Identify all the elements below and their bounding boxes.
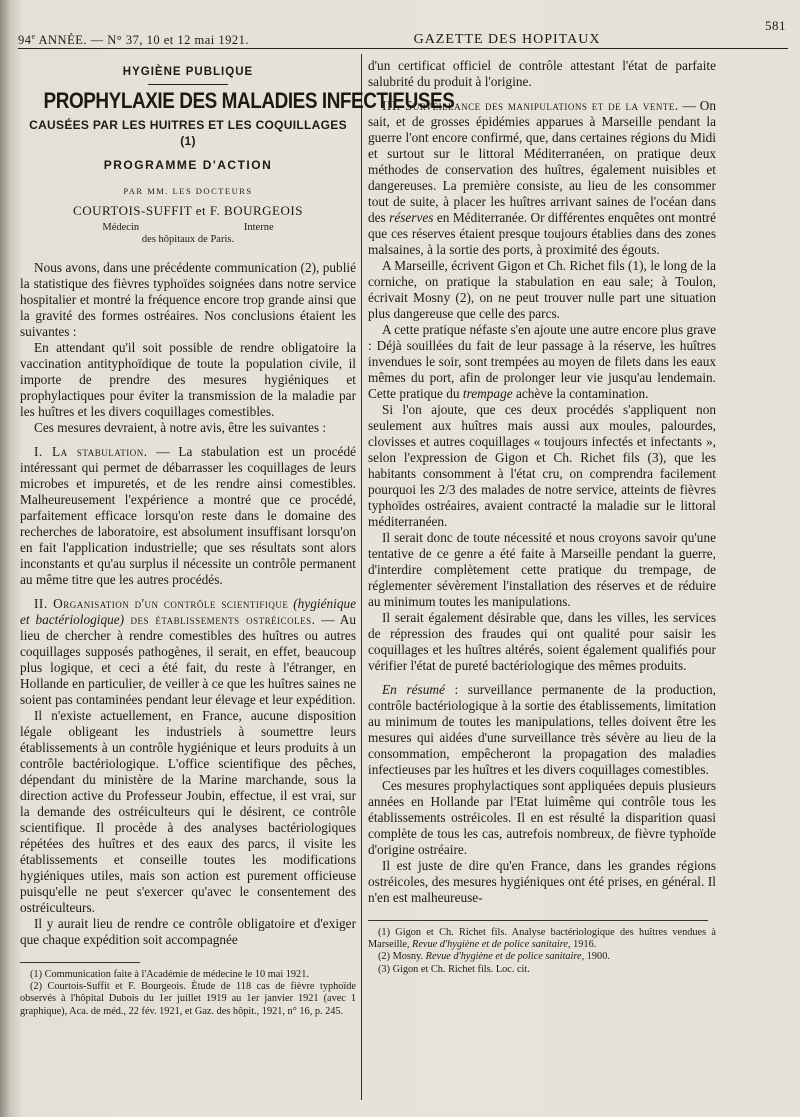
header-rule (18, 48, 788, 49)
author-roles (20, 222, 356, 234)
column-divider (361, 54, 362, 1100)
paragraph: Il serait également désirable que, dans les villes, les services de répression des fraudes qui ont qualité pour saisir les coquillages et les huîtres altérés, soient également qualifiés pour vérifier l'état de pureté bactériologique des mêmes produits. (368, 610, 716, 673)
section-title: HYGIÈNE PUBLIQUE (122, 66, 254, 78)
article-title: PROPHYLAXIE DES MALADIES INFECTIEUSES (43, 88, 455, 113)
paragraph: Il est juste de dire qu'en France, dans les grandes régions ostréicoles, des mesures hygiéniques ont été prises, en général. Il n'en est malheureuse- (368, 858, 716, 905)
right-column (368, 58, 716, 976)
footnotes-right (368, 927, 716, 976)
section-label: III. Surveillance des manipulations et de la vente. (382, 98, 679, 113)
footnote: (1) Communication faite à l'Académie de médecine le 10 mai 1921. (30, 969, 309, 980)
paragraph: Si l'on ajoute, que ces deux procédés s'appliquent non seulement aux huîtres mais aussi aux moules, palourdes, clovisses et autres coquillages « toujours infectés et infectants », selon l'expression de Gigon et Ch. Richet fils (3), que les habitants consomment à l'état cru, on comprendra facilement pourquoi les 2/3 des malades de notre service, atteints de fièvres typhoïdes ostréaires, avaient contracté la maladie sur le littoral méditerranéen. (368, 402, 716, 529)
paragraph: Il n'existe actuellement, en France, aucune disposition légale obligeant les industriels à soumettre leurs établissements à un contrôle hygiénique et leurs produits à un contrôle bactériologique. L'office scientifique des pêches, dépendant du ministère de la Marine marchande, sous la direction active du Professeur Joubin, effectue, il est vrai, sur la demande des ostréiculteurs qui le désirent, ce contrôle scientifique. Il procède à des analyses bactériologiques répétées des huîtres et des eaux des parcs, il visite les établissements et conseille toutes les modifications hygiéniques utiles, mais son action est purement officieuse puisqu'elle ne peut s'exercer qu'avec le consentement des ostréiculteurs. (20, 708, 356, 915)
paragraph: Il y aurait lieu de rendre ce contrôle obligatoire et d'exiger que chaque expédition soit accompagnée (20, 916, 356, 947)
author-affiliation: des hôpitaux de Paris. (141, 234, 235, 245)
footnote: (1) Gigon et Ch. Richet fils. Analyse bactériologique des huîtres vendues à Marseille, Revue d'hygiène et de police sanitaire, 1916. (368, 927, 716, 951)
paragraph: Ces mesures devraient, à notre avis, être les suivantes : (34, 420, 327, 435)
article-program: PROGRAMME D'ACTION (103, 158, 273, 172)
footnote: (2) Courtois-Suffit et F. Bourgeois. Étude de 118 cas de fièvre typhoïde observés à l'hôpital Dubois du 1er juillet 1919 au 1er janvier 1921 (avec 1 graphique), Aca. de méd., 22 fév. 1921, et Gaz. des hôpit., 1921, n° 16, p. 245. (20, 981, 356, 1017)
paragraph: Nous avons, dans une précédente communication (2), publié la statistique des fièvres typhoïdes soignées dans notre service hospitalier et montré la fréquence encore trop grande ainsi que la gravité des formes ostréaires. Nos conclusions étaient les suivantes : (20, 260, 356, 339)
journal-title: GAZETTE DES HOPITAUX (413, 32, 601, 47)
paragraph: d'un certificat officiel de contrôle attestant l'état de parfaite salubrité du produit à l'origine. (368, 58, 716, 89)
section-label: I. La stabulation. (34, 444, 148, 459)
role-medecin: Médecin (102, 222, 140, 233)
paragraph: En attendant qu'il soit possible de rendre obligatoire la vaccination antityphoïdique de toute la population civile, il importe de prendre des mesures hygiéniques et prophylactiques pour éviter la transmission de la maladie par les huîtres et les divers coquillages comestibles. (20, 340, 356, 419)
authors: COURTOIS-SUFFIT et F. BOURGEOIS (73, 203, 303, 218)
section-label: II. Organisation d'un contrôle scientifique (34, 596, 289, 611)
page-number: 581 (764, 18, 786, 33)
issue-info: 94e ANNÉE. — N° 37, 10 et 12 mai 1921. (18, 31, 250, 47)
article-subtitle: CAUSÉES PAR LES HUITRES ET LES COQUILLAGES (1) (29, 118, 347, 148)
section-stabulation: I. La stabulation. — La stabulation est un procédé intéressant qui permet de débarrasser les coquillages de leurs microbes et impuretés, et de les rendre ainsi comestibles. Malheureusement l'expérience a montré que ce procédé, parfaitement efficace lorsqu'on reste dans le domaine des recherches de laboratoire, est absolument insuffisant lorsqu'on en fait l'application industrielle; que ses résultats sont alors inconstants et qu'au surplus il nécessite un contrôle permanent au même titre que les autres procédés. (20, 444, 356, 587)
paragraph-resume: En résumé : surveillance permanente de la production, contrôle bactériologique à la sortie des établissements, limitation au minimum de toutes les manipulations, telles doivent être les mesures qui aidées d'une surveillance très sévère au lieu de la consommation, empêcheront la propagation des maladies infectieuses par les huîtres et les divers coquillages comestibles. (368, 682, 716, 777)
paragraph: Ces mesures prophylactiques sont appliquées depuis plusieurs années en Hollande par l'Etat luimême qui contrôle tous les établissements ostréicoles. Il en est résulté la disparition quasi complète de tous les cas, autrefois nombreux, de fièvre typhoïde d'origine ostréaire. (368, 778, 716, 857)
footnote-rule (20, 962, 140, 963)
paragraph: A Marseille, écrivent Gigon et Ch. Richet fils (1), le long de la corniche, on pratique la stabulation en eau sale; à Toulon, écrivait Mosny (2), on ne peut trouver nulle part une situation plus dangereuse que celle des parcs. (368, 258, 716, 321)
paragraph: Il serait donc de toute nécessité et nous croyons savoir qu'une tentative de ce genre a été faite à Marseille pendant la guerre, d'interdire complètement cette pratique du trempage, de réglementer sévèrement l'installation des réserves et de réduire au minimum toutes les manipulations. (368, 530, 716, 609)
footnote-rule (368, 920, 708, 921)
footnote: (2) Mosny. Revue d'hygiène et de police sanitaire, 1900. (378, 951, 610, 963)
section-surveillance: III. Surveillance des manipulations et de la vente. — On sait, et de grosses épidémies apparues à Marseille pendant la guerre l'ont encore confirmé, que, dans certaines régions du Midi et surtout sur le littoral Méditerranéen, on pratique deux méthodes de conservation des huîtres, également nuisibles et dangereuses. La première consiste, au lieu de les consommer tout de suite, à placer les huîtres arrivant saines de l'océan dans des réserves en Méditerranée. Or différentes enquêtes ont montré que ces réserves étaient presque toujours établies dans des zones malsaines, à la sortie des ports, à proximité des égouts. (368, 98, 716, 257)
footnote: (3) Gigon et Ch. Richet fils. Loc. cit. (378, 963, 530, 975)
section-rule (148, 84, 228, 85)
byline-intro: PAR MM. LES DOCTEURS (123, 186, 253, 196)
page-header (18, 14, 786, 48)
paragraph: A cette pratique néfaste s'en ajoute une autre encore plus grave : Déjà souillées du fait de leur passage à la réserve, les huîtres invendues le soir, sont trempées au moyen de filets dans les eaux mêmes du port, afin de prolonger leur vie jusqu'au lendemain. Cette pratique du trempage achève la contamination. (368, 322, 716, 401)
role-interne: Interne (243, 222, 274, 233)
section-controle: II. Organisation d'un contrôle scientifique (hygiénique et bactériologique) des établissements ostréicoles. — Au lieu de chercher à rendre comestibles des huîtres ou autres coquillages supposés pathogènes, il serait, en effet, beaucoup plus logique, et ceci a été fait, du reste à l'étranger, en Hollande en particulier, de veiller à ce que les huîtres saines ne soient pas contaminées pendant leur élevage et leur expédition. (20, 596, 357, 707)
footnotes-left (20, 969, 356, 1018)
